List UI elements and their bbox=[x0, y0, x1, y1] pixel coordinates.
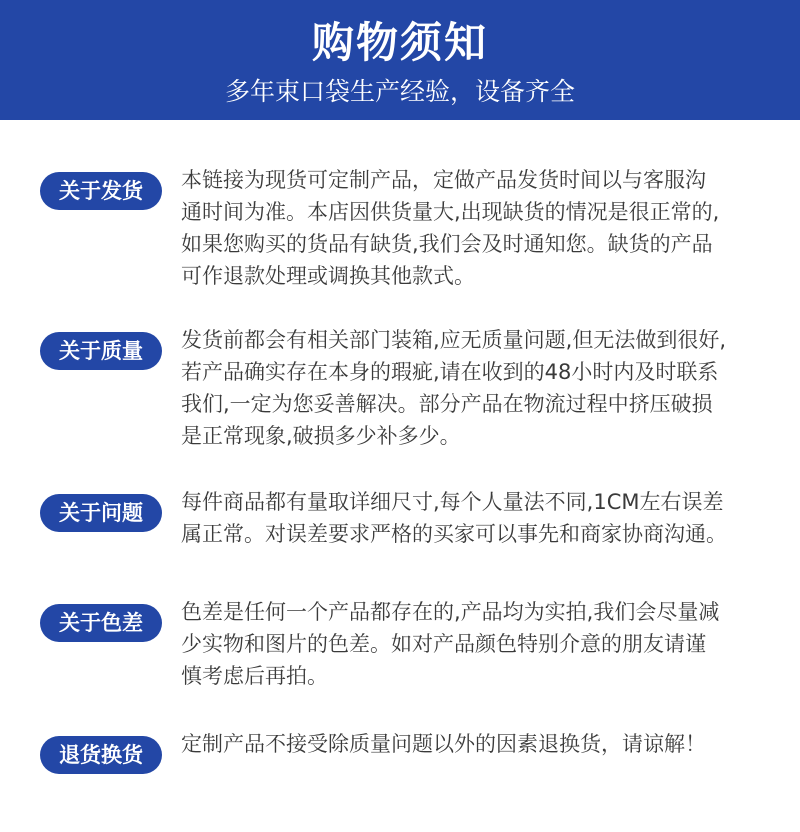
section-badge-issues: 关于问题 bbox=[40, 494, 162, 532]
page-subtitle: 多年束口袋生产经验，设备齐全 bbox=[224, 77, 575, 106]
section-text-quality: 发货前都会有相关部门装箱,应无质量问题,但无法做到很好, 若产品确实存在本身的瑕疵,请在收到的48小时内及时联系 我们,一定为您妥善解决。部分产品在物流过程中挤压破损 是正常现象,破损多少补多少。 bbox=[181, 328, 727, 448]
section-text-color-difference: 色差是任何一个产品都存在的,产品均为实拍,我们会尽量减 少实物和图片的色差。如对产品颜色特别介意的朋友请谨 慎考虑后再拍。 bbox=[181, 600, 720, 688]
section-text-issues: 每件商品都有量取详细尺寸,每个人量法不同,1CM左右误差 属正常。对误差要求严格的买家可以事先和商家协商沟通。 bbox=[181, 490, 727, 546]
header-banner bbox=[0, 0, 800, 120]
section-badge-returns: 退货换货 bbox=[40, 736, 162, 774]
section-badge-shipping: 关于发货 bbox=[40, 172, 162, 210]
section-badge-color-difference: 关于色差 bbox=[40, 604, 162, 642]
page-title: 购物须知 bbox=[311, 18, 488, 67]
section-text-returns: 定制产品不接受除质量问题以外的因素退换货，请谅解！ bbox=[181, 732, 706, 756]
section-badge-quality: 关于质量 bbox=[40, 332, 162, 370]
section-text-shipping: 本链接为现货可定制产品，定做产品发货时间以与客服沟 通时间为准。本店因供货量大,出现缺货的情况是很正常的, 如果您购买的货品有缺货,我们会及时通知您。缺货的产品 可作退款处理或调换其他款式。 bbox=[181, 168, 720, 288]
